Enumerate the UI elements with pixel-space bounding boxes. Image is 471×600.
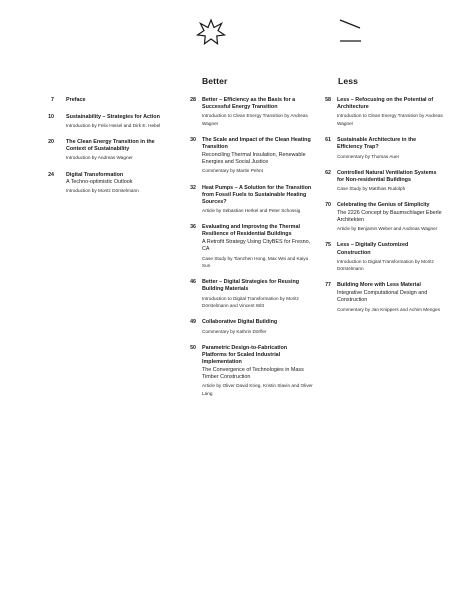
entry-title: The Scale and Impact of the Clean Heating Transition [202,137,311,151]
page-number: 70 [325,202,331,209]
better-heading: Better [202,76,228,86]
entry-subtitle: The 2226 Concept by Baumschlager Eberle Architekten [337,209,442,223]
toc-column-intro [50,97,175,205]
page-number: 10 [48,113,54,120]
entry-title: Controlled Natural Ventilation Systems for Non-residential Buildings [337,169,437,183]
toc-entry[interactable] [186,137,313,175]
entry-title: The Clean Energy Transition in the Context of Sustainability [66,139,155,153]
toc-entry[interactable] [321,202,443,233]
toc-entry[interactable] [186,319,313,335]
entry-credit: Introduction to Digital Transformation by Moritz Dörstelmann and Vincent Witt [202,295,299,309]
entry-credit: Introduction to Digital Transformation by Moritz Dörstelmann [337,258,434,272]
entry-title: Less – Digitally Customized Construction [337,242,409,256]
toc-entry[interactable] [321,97,443,128]
entry-subtitle: Reconciling Thermal Insulation, Renewable Energies and Social Justice [202,152,306,166]
entry-credit: Article by Oliver David Krieg, Kristin Slavin and Oliver Lang [202,383,313,396]
toc-entry[interactable] [50,114,175,130]
sun-star-icon [196,18,226,48]
entry-credit: Introduction by Felix Heisel and Dirk E. Hebel [66,122,161,128]
toc-entry[interactable] [186,97,313,128]
page-number: 7 [51,97,54,103]
entry-credit: Case Study by Matthias Rudolph [337,186,406,191]
page-number: 58 [325,97,331,103]
page-number: 46 [190,279,196,286]
toc-entry[interactable] [186,185,313,215]
entry-subtitle: Integrative Computational Design and Construction [337,290,428,304]
entry-title: Less – Refocusing on the Potential of Architecture [337,97,434,111]
toc-entry[interactable] [321,242,443,273]
entry-title: Evaluating and Improving the Thermal Resilience of Residential Buildings [202,224,300,238]
page-number: 28 [190,97,196,103]
entry-credit: Commentary by Martin Pehnt [202,168,263,174]
entry-subtitle: A Techno-optimistic Outlook [66,179,133,186]
page-number: 50 [190,344,196,351]
entry-title: Celebrating the Genius of Simplicity [337,202,430,209]
toc-entry[interactable] [186,224,313,270]
entry-credit: Introduction by Andreas Wagner [66,155,133,161]
toc-column-better [186,97,313,407]
entry-subtitle: A Retrofit Strategy Using CityBES for Fresno, CA [202,239,311,253]
entry-title: Parametric Design-to-Fabrication Platforms for Scaled Industrial Implementation [202,344,288,365]
entry-title: Digital Transformation [66,171,124,178]
entry-credit: Case Study by Tianzhen Hong, Max Wei and Kaiyu Sun [202,255,309,269]
toc-entry[interactable] [50,172,175,196]
slash-lines-icon [336,18,364,46]
entry-title: Sustainable Architecture in the Efficiency Trap? [337,137,417,151]
entry-title: Collaborative Digital Building [202,319,278,326]
entry-title: Heat Pumps – A Solution for the Transition from Fossil Fuels to Sustainable Heating Sources? [202,184,312,205]
toc-entry[interactable] [321,137,443,160]
page-number: 49 [190,319,196,326]
entry-credit: Commentary by Kathrin Dörfler [202,328,267,334]
entry-title: Better – Digital Strategies for Reusing Building Materials [202,279,300,293]
entry-title: Preface [66,97,86,103]
page-number: 20 [48,139,54,145]
toc-entry[interactable] [321,282,443,313]
page-number: 24 [48,171,54,178]
entry-title: Better – Efficiency as the Basis for a Successful Energy Transition [202,97,296,111]
entry-subtitle: The Convergence of Technologies in Mass Timber Construction [202,366,304,380]
entry-title: Sustainability – Strategies for Action [66,113,160,120]
page-number: 36 [190,224,196,231]
less-heading: Less [338,76,358,86]
entry-credit: Commentary by Jan Knippers and Achim Menges [337,306,440,312]
toc-entry[interactable] [50,97,175,104]
toc-entry[interactable] [321,170,443,193]
toc-entry[interactable] [186,279,313,310]
page-number: 75 [325,242,331,249]
toc-entry[interactable] [50,139,175,162]
toc-entry[interactable] [186,345,313,398]
entry-credit: Article by Sebastian Herkel and Peter Schossig [202,208,301,214]
entry-credit: Commentary by Thomas Auer [337,153,400,159]
entry-credit: Introduction by Moritz Dörstelmann [66,188,139,194]
page-number: 61 [325,137,331,144]
page-number: 30 [190,137,196,144]
page-number: 62 [325,169,331,176]
entry-title: Building More with Less Material [337,282,421,289]
page-number: 77 [325,282,331,289]
toc-column-less [321,97,443,323]
entry-credit: Article by Benjamin Weber and Andreas Wagner [337,226,438,232]
page-number: 32 [190,184,196,191]
entry-credit: Introduction to Clean Energy Transition by Andreas Wagner [202,113,308,126]
entry-credit: Introduction to Clean Energy Transition by Andreas Wagner [337,113,443,126]
